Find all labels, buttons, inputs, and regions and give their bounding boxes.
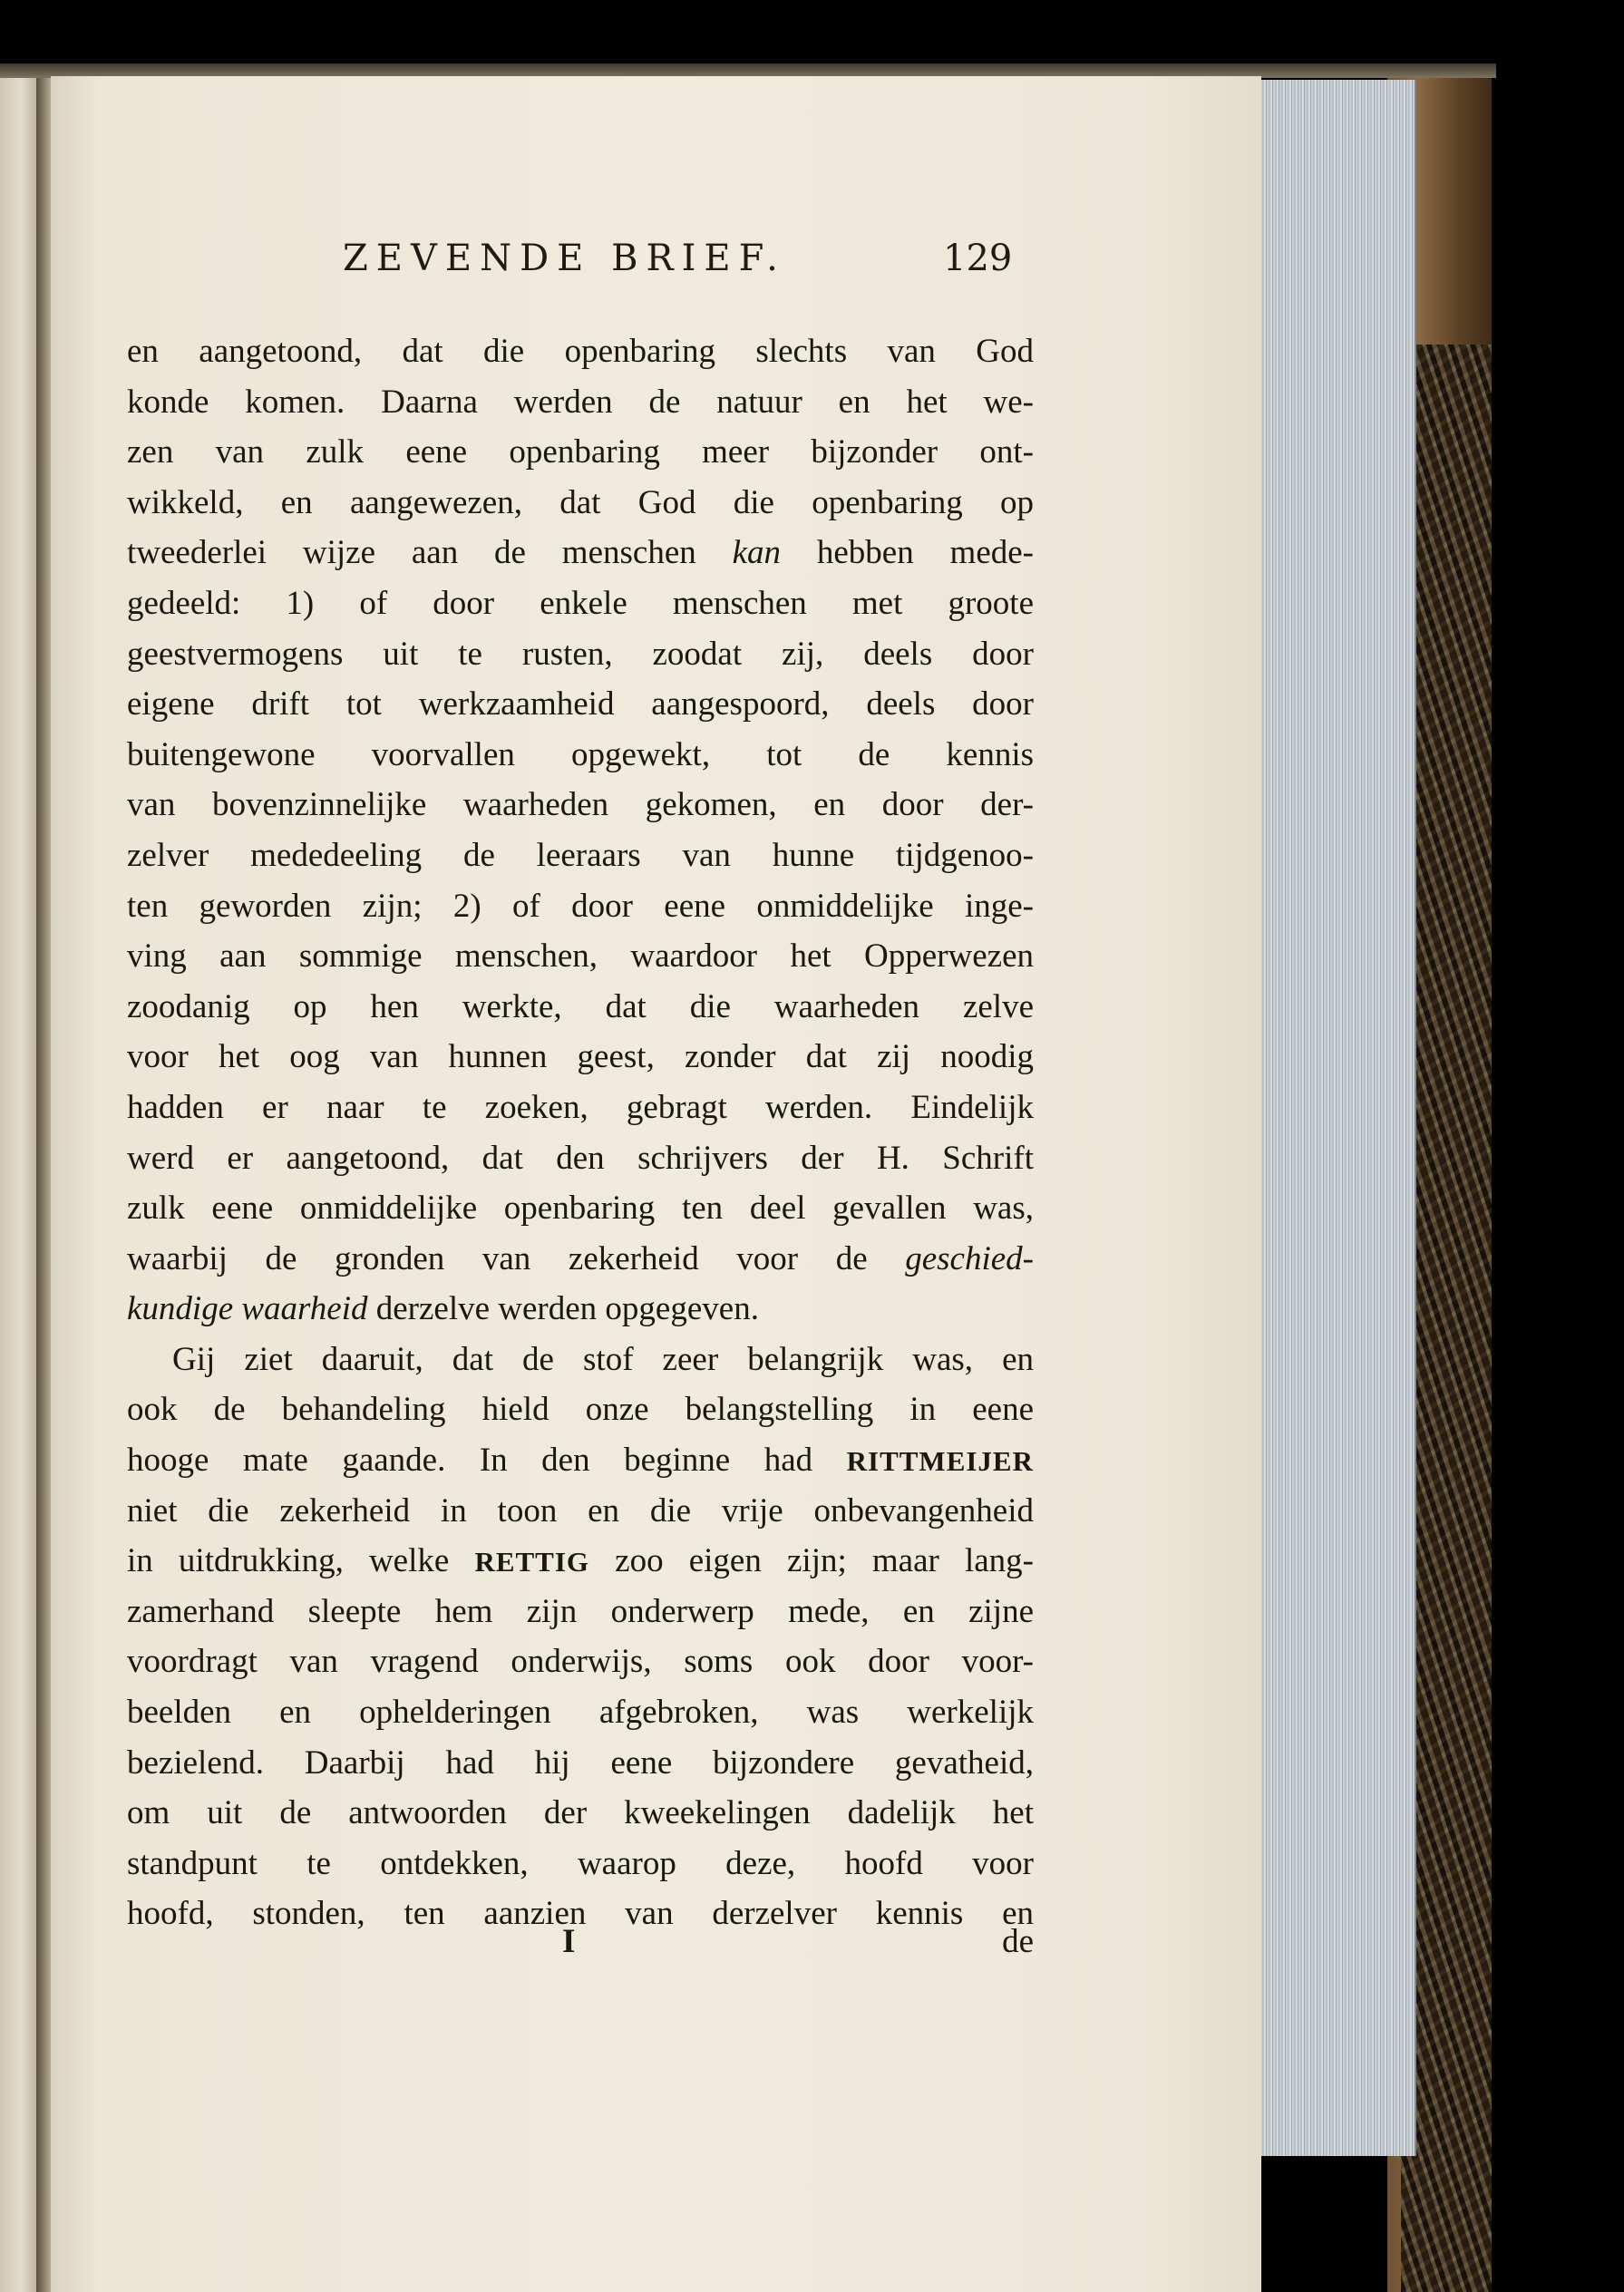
text-line (127, 1335, 1034, 1385)
text-run: om uit de antwoorden der kweekelingen dadelijk het (127, 1794, 1034, 1832)
text-run: werd er aangetoond, dat den schrijvers der H. Schrift (127, 1139, 1034, 1177)
italic-text: kundige waarheid (127, 1290, 368, 1328)
text-line (127, 629, 1034, 680)
text-run: hadden er naar te zoeken, gebragt werden. Eindelijk (127, 1088, 1034, 1126)
text-line (127, 1486, 1034, 1537)
text-line (127, 427, 1034, 478)
text-line (127, 1284, 1034, 1335)
text-line (127, 881, 1034, 932)
text-run: konde komen. Daarna werden de natuur en het we- (127, 383, 1034, 421)
signature-mark: I (562, 1923, 576, 1960)
text-run: ving aan sommige menschen, waardoor het Opperwezen (127, 937, 1034, 976)
text-line (127, 1083, 1034, 1133)
text-line (127, 1536, 1034, 1587)
text-run: wikkeld, en aangewezen, dat God die openbaring op (127, 483, 1034, 521)
text-line (127, 1032, 1034, 1083)
text-line (127, 1738, 1034, 1789)
text-run: van bovenzinnelijke waarheden gekomen, en door der- (127, 786, 1034, 824)
text-run: zoo eigen zijn; maar lang- (589, 1542, 1034, 1580)
text-run: gedeeld: 1) of door enkele menschen met groote (127, 584, 1034, 622)
text-run: en aangetoond, dat die openbaring slechts van God (127, 333, 1034, 370)
text-line (127, 1587, 1034, 1637)
italic-text: geschied- (905, 1239, 1034, 1277)
text-run: ook de behandeling hield onze belangstelling in eene (127, 1391, 1034, 1429)
text-run: in uitdrukking, welke (127, 1542, 475, 1580)
italic-text: kan (732, 534, 782, 572)
running-head-title: ZEVENDE BRIEF. (343, 238, 786, 279)
text-run: zoodanig op hen werkte, dat die waarheden zelve (127, 987, 1034, 1025)
text-run: geestvermogens uit te rusten, zoodat zij, deels door (127, 635, 1034, 673)
text-run: zulk eene onmiddelijke openbaring ten deel gevallen was, (127, 1190, 1034, 1228)
text-line (127, 1788, 1034, 1839)
text-run: niet die zekerheid in toon en die vrije onbevangenheid (127, 1491, 1034, 1530)
text-run: waarbij de gronden van zekerheid voor de (127, 1239, 906, 1277)
text-run: Gij ziet daaruit, dat de stof zeer belangrijk was, en (172, 1340, 1034, 1378)
running-head (0, 238, 1624, 292)
text-line (127, 528, 1034, 578)
text-run: hebben mede- (781, 534, 1034, 572)
text-run: zamerhand sleepte hem zijn onderwerp mede, en zijne (127, 1592, 1034, 1630)
page-footer (127, 1922, 1034, 1967)
text-line (127, 478, 1034, 529)
text-run: beelden en ophelderingen afgebroken, was werkelijk (127, 1694, 1034, 1732)
text-line (127, 1384, 1034, 1435)
text-run: voordragt van vragend onderwijs, soms ook door voor- (127, 1643, 1034, 1681)
text-line (127, 1133, 1034, 1184)
text-run: derzelve werden opgegeven. (367, 1290, 759, 1328)
body-text (127, 326, 1034, 1939)
text-line (127, 1636, 1034, 1687)
facing-page-left (0, 73, 36, 2292)
small-caps-name: RETTIG (474, 1546, 590, 1578)
text-line (127, 1839, 1034, 1889)
text-run: bezielend. Daarbij had hij eene bijzondere gevatheid, (127, 1743, 1034, 1782)
text-run: buitengewone voorvallen opgewekt, tot de kennis (127, 735, 1034, 773)
text-run: tweederlei wijze aan de menschen (127, 534, 733, 572)
text-line (127, 1183, 1034, 1234)
text-line (127, 679, 1034, 730)
catchword: de (1002, 1923, 1034, 1960)
page-number: 129 (943, 238, 1013, 279)
text-line (127, 780, 1034, 830)
text-run: eigene drift tot werkzaamheid aangespoord, deels door (127, 685, 1034, 724)
text-run: hoofd, stonden, ten aanzien van derzelver kennis en (127, 1895, 1034, 1933)
text-line (127, 1234, 1034, 1285)
text-run: standpunt te ontdekken, waarop deze, hoofd voor (127, 1844, 1034, 1882)
text-run: ten geworden zijn; 2) of door eene onmiddelijke inge- (127, 887, 1034, 925)
page-block-edges (1256, 80, 1416, 2156)
text-line (127, 830, 1034, 881)
small-caps-name: RITTMEIJER (846, 1445, 1034, 1478)
text-run: hooge mate gaande. In den beginne had (127, 1442, 847, 1480)
text-run: zen van zulk eene openbaring meer bijzonder ont- (127, 433, 1034, 471)
text-run: voor het oog van hunnen geest, zonder dat zij noodig (127, 1038, 1034, 1076)
text-run: zelver mededeeling de leeraars van hunne tijdgenoo- (127, 836, 1034, 874)
text-line (127, 1687, 1034, 1738)
text-line (127, 377, 1034, 428)
text-line (127, 982, 1034, 1033)
text-line (127, 730, 1034, 781)
text-line (127, 1435, 1034, 1486)
text-line (127, 578, 1034, 629)
text-line (127, 326, 1034, 377)
text-line (127, 931, 1034, 982)
